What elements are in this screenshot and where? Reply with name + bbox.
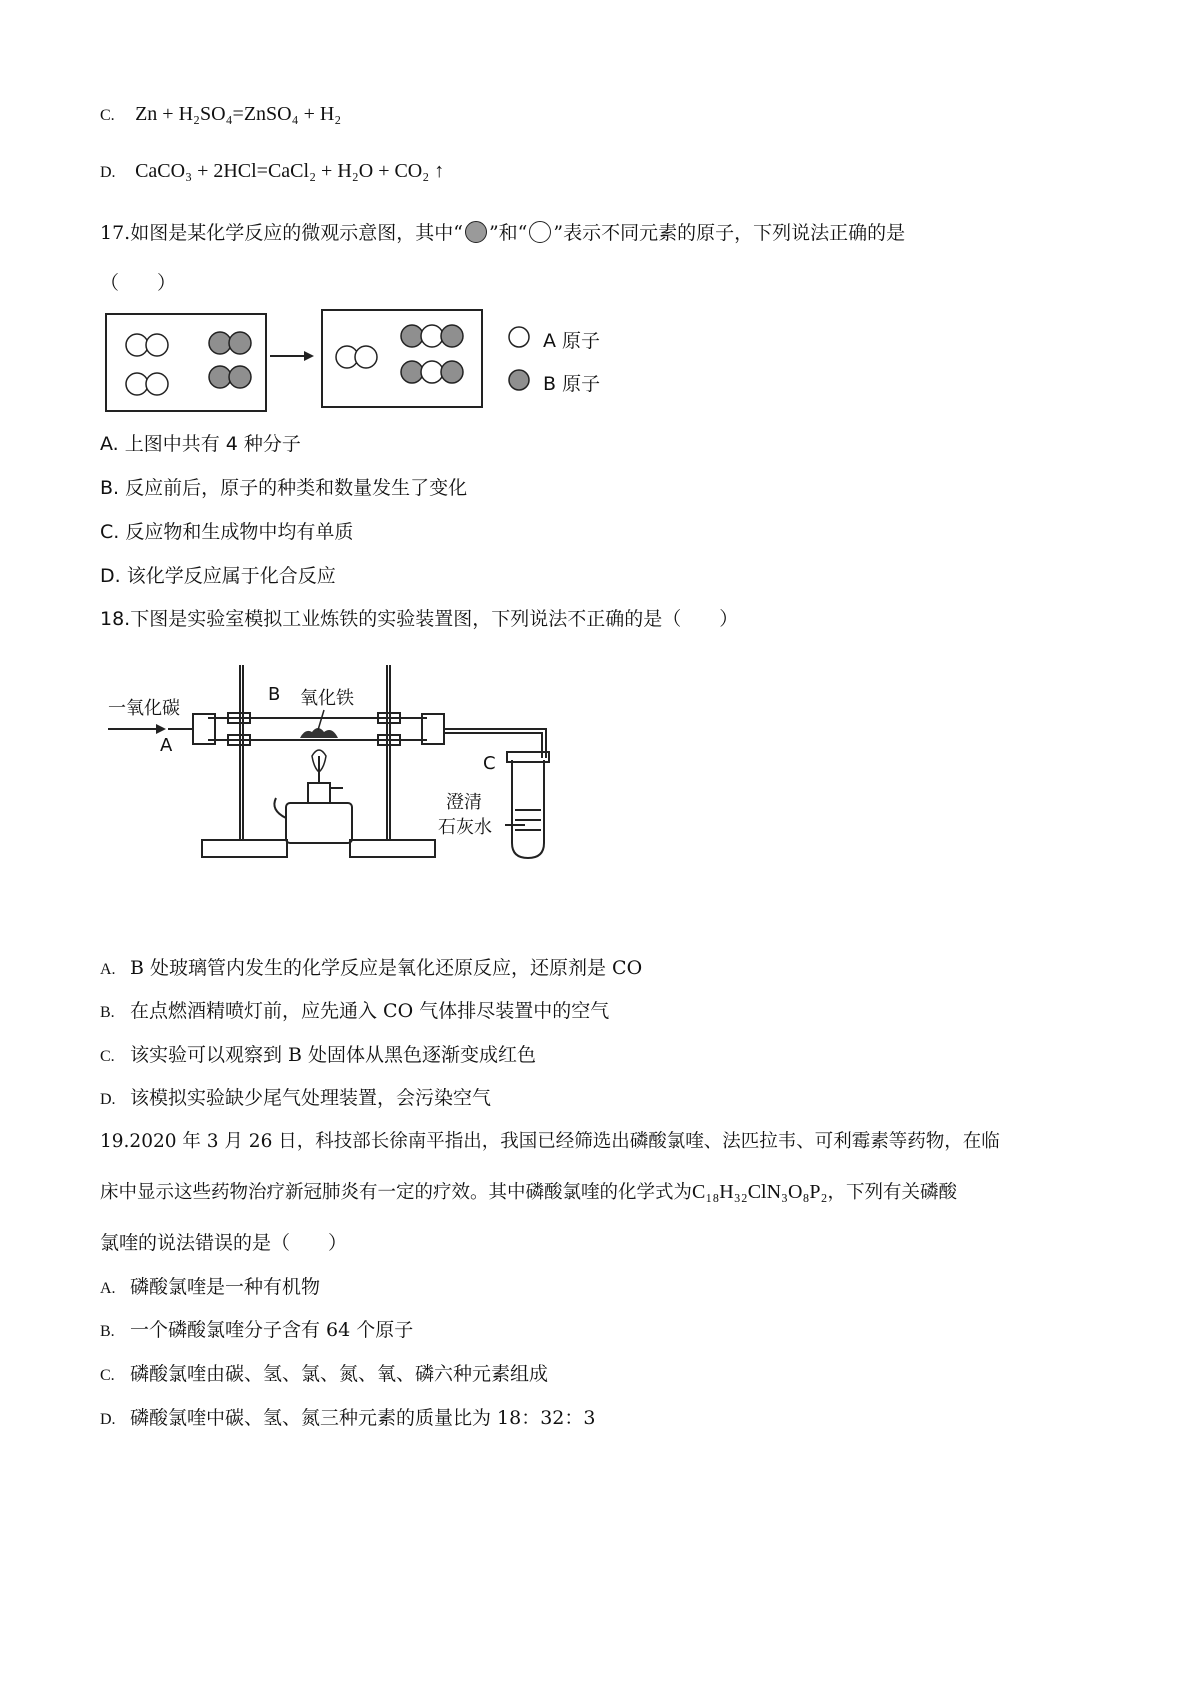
q19-stem-line2 — [100, 1178, 957, 1204]
q18-option-a — [100, 953, 642, 980]
q17-stem-part1: 17.如图是某化学反应的微观示意图，其中“ — [100, 222, 463, 244]
option-text: 磷酸氯喹中碳、氢、氮三种元素的质量比为 18：32：3 — [130, 1407, 596, 1429]
q19-stem-line2-a: 床中显示这些药物治疗新冠肺炎有一定的疗效。其中磷酸氯喹的化学式为 — [100, 1182, 693, 1203]
white-atom-icon — [529, 221, 551, 243]
q19-option-d — [100, 1403, 595, 1430]
alcohol-burner — [286, 803, 352, 843]
legend-a-atom-icon — [509, 327, 529, 347]
option-label: A. — [100, 1280, 116, 1297]
gray-atom-icon — [465, 221, 487, 243]
option-text: 该实验可以观察到 B 处固体从黑色逐渐变成红色 — [130, 1044, 537, 1066]
a2-molecules — [126, 334, 168, 395]
label-carbon-monoxide: 一氧化碳 — [108, 698, 180, 719]
q17-stem-part2: ”和“ — [488, 222, 528, 244]
formula-text: CaCO₃ + 2HCl=CaCl₂ + H₂O + CO₂ ↑ — [135, 160, 445, 182]
q18-option-c — [100, 1040, 536, 1067]
legend-b-atom-icon — [509, 370, 529, 390]
q19-option-b — [100, 1315, 413, 1342]
q19-option-a — [100, 1272, 320, 1299]
option-label: D. — [100, 1091, 116, 1108]
q19-stem-line2-b: ，下列有关磷酸 — [827, 1182, 958, 1203]
label-b: B — [268, 684, 281, 705]
option-label: B. — [100, 1323, 115, 1340]
option-label: C. — [100, 1048, 115, 1065]
bab-molecules — [401, 325, 463, 383]
q17-option-b — [100, 473, 467, 500]
formula-text: Zn + H₂SO₄=ZnSO₄ + H₂ — [135, 103, 342, 125]
option-label: D. — [100, 164, 116, 181]
label-a: A — [160, 735, 173, 756]
q17-option-a — [100, 429, 301, 456]
option-text: 该模拟实验缺少尾气处理装置，会污染空气 — [130, 1087, 492, 1109]
q16-option-c — [100, 103, 341, 126]
q17-option-c — [100, 517, 353, 544]
chloroquine-formula: C₁₈H₃₂ClN₃O₈P₂ — [692, 1181, 828, 1203]
option-label: C. — [100, 521, 120, 543]
q19-stem-line3: 氯喹的说法错误的是（ ） — [100, 1232, 348, 1254]
label-limewater-2: 石灰水 — [438, 817, 492, 838]
option-label: D. — [100, 1411, 116, 1428]
label-limewater-1: 澄清 — [446, 792, 482, 813]
legend-b-label: B 原子 — [543, 373, 601, 395]
a2-molecule-product — [336, 346, 377, 368]
option-text: 反应物和生成物中均有单质 — [125, 521, 354, 543]
q18-stem: 18.下图是实验室模拟工业炼铁的实验装置图，下列说法不正确的是（ ） — [100, 608, 739, 630]
q18-option-b — [100, 996, 609, 1023]
q17-stem-part3: ”表示不同元素的原子，下列说法正确的是 — [553, 222, 906, 244]
option-label: A. — [100, 433, 119, 455]
left-stand-base — [202, 840, 287, 857]
label-iron-oxide: 氧化铁 — [300, 688, 354, 709]
option-text: 上图中共有 4 种分子 — [124, 433, 301, 455]
option-label: C. — [100, 1367, 115, 1384]
option-label: A. — [100, 961, 116, 978]
iron-oxide-sample — [300, 728, 338, 738]
right-stand-base — [350, 840, 435, 857]
reaction-diagram — [100, 308, 660, 418]
option-text: 反应前后，原子的种类和数量发生了变化 — [125, 477, 468, 499]
option-text: 在点燃酒精喷灯前，应先通入 CO 气体排尽装置中的空气 — [130, 1000, 610, 1022]
q16-option-d — [100, 160, 444, 183]
option-text: 磷酸氯喹是一种有机物 — [130, 1276, 321, 1298]
q19-option-c — [100, 1359, 548, 1386]
option-text: 磷酸氯喹由碳、氢、氯、氮、氧、磷六种元素组成 — [130, 1363, 549, 1385]
option-text: 一个磷酸氯喹分子含有 64 个原子 — [130, 1319, 414, 1341]
b2-molecules — [209, 332, 251, 388]
reactants-box — [106, 314, 266, 411]
legend-a-label: A 原子 — [543, 330, 601, 352]
option-label: B. — [100, 477, 120, 499]
label-c: C — [483, 753, 496, 774]
option-label: B. — [100, 1004, 115, 1021]
option-label: C. — [100, 107, 115, 124]
option-text: B 处玻璃管内发生的化学反应是氧化还原反应，还原剂是 CO — [130, 957, 643, 979]
q19-stem-line1: 19.2020 年 3 月 26 日，科技部长徐南平指出，我国已经筛选出磷酸氯喹、法匹拉韦、可利霉素等药物，在临 — [100, 1131, 1000, 1152]
q18-option-d — [100, 1083, 491, 1110]
q17-answer-paren: （ ） — [100, 272, 177, 294]
q17-option-d — [100, 561, 336, 588]
reaction-arrow — [270, 351, 314, 361]
option-text: 该化学反应属于化合反应 — [126, 565, 336, 587]
option-label: D. — [100, 565, 121, 587]
q17-stem — [100, 218, 905, 245]
